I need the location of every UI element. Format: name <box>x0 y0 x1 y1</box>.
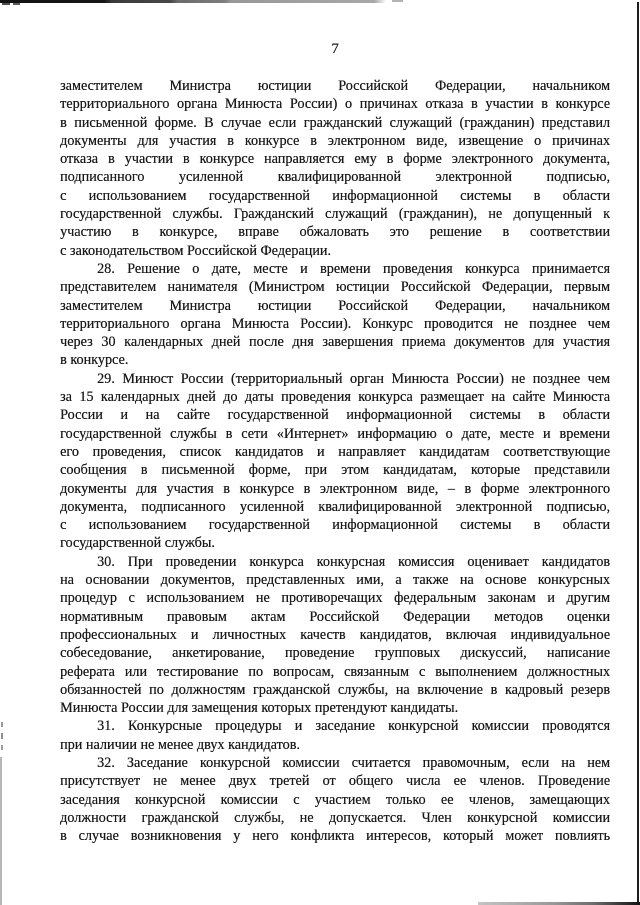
text-line: 31. Конкурсные процедуры и заседание конкурсной комиссии проводятся <box>97 718 610 735</box>
text-line: 28. Решение о дате, месте и времени проведения конкурса принимается <box>97 260 610 277</box>
text-line: документа, подписанного усиленной квалифицированной электронной подписью, <box>60 498 610 515</box>
text-line: реферата или тестирование по вопросам, связанным с выполнением должностных <box>60 663 610 680</box>
text-line: 30. При проведении конкурса конкурсная комиссия оценивает кандидатов <box>97 553 610 570</box>
text-line: в конкурсе. <box>60 352 129 369</box>
text-line: обязанностей по должностям гражданской службы, на включение в кадровый резерв <box>60 681 610 698</box>
scan-artifact-left-dash <box>1 722 3 727</box>
text-line: с законодательством Российской Федерации. <box>60 242 331 259</box>
text-line: на основании документов, представленных ими, а также на основе конкурсных <box>60 572 610 589</box>
page-number: 7 <box>331 41 339 57</box>
text-line: представителем нанимателя (Министром юстиции Российской Федерации, первым <box>60 279 610 296</box>
scan-artifact-right-edge <box>637 2 639 905</box>
text-line: подписанного усиленной квалифицированной электронной подписью, <box>60 169 610 186</box>
text-line: с использованием государственной информационной системы в области <box>60 517 610 534</box>
scan-artifact-top-dash <box>2 3 10 5</box>
scan-artifact-top-edge <box>0 0 386 3</box>
text-line: с использованием государственной информационной системы в области <box>60 187 610 204</box>
scan-artifact-left-dash <box>1 733 3 739</box>
text-line: документы для участия в конкурсе в электронном виде, извещение о причинах <box>60 132 610 149</box>
scan-artifact-left-edge <box>0 757 2 905</box>
scan-artifact-top-dash <box>392 0 403 2</box>
text-line: отказа в участии в конкурсе направляется ему в форме электронного документа, <box>60 151 610 168</box>
text-line: 32. Заседание конкурсной комиссии считается правомочным, если на нем <box>97 754 610 771</box>
paragraph <box>60 717 610 754</box>
text-line: 29. Минюст России (территориальный орган Минюста России) не позднее чем <box>97 370 610 387</box>
document-page <box>60 40 610 845</box>
text-line: государственной службы в сети «Интернет» информацию о дате, месте и времени <box>60 425 610 442</box>
scan-artifact-left-dash <box>1 745 3 750</box>
text-line: процедур с использованием не противоречащих федеральным законам и другим <box>60 590 610 607</box>
paragraph <box>60 370 610 553</box>
text-line: присутствует не менее двух третей от общего числа ее членов. Проведение <box>60 773 610 790</box>
scan-artifact-top-dash <box>13 3 20 5</box>
text-line: в письменной форме. В случае если гражданский служащий (гражданин) представил <box>60 114 610 131</box>
text-line: должности гражданской службы, не допускается. Член конкурсной комиссии <box>60 809 610 826</box>
text-line: при наличии не менее двух кандидатов. <box>60 736 300 753</box>
text-line: в случае возникновения у него конфликта интересов, который может повлиять <box>60 828 610 845</box>
text-line: государственной службы. Гражданский служащий (гражданин), не допущенный к <box>60 206 610 223</box>
text-line: нормативным правовым актам Российской Федерации методов оценки <box>60 608 610 625</box>
text-line: участию в конкурсе, вправе обжаловать это решение в соответствии <box>60 224 610 241</box>
text-line: через 30 календарных дней после дня завершения приема документов для участия <box>60 334 610 351</box>
text-line: России и на сайте государственной информационной системы в области <box>60 407 610 424</box>
text-line: заседания конкурсной комиссии с участием только ее членов, замещающих <box>60 791 610 808</box>
text-line: территориального органа Минюста России). Конкурс проводится не позднее чем <box>60 315 610 332</box>
text-line: документы для участия в конкурсе в электронном виде, – в форме электронного <box>60 480 610 497</box>
paragraph <box>60 553 610 718</box>
text-line: территориального органа Минюста России) о причинах отказа в участии в конкурсе <box>60 96 610 113</box>
page-text <box>60 77 610 845</box>
text-line: профессиональных и личностных качеств кандидатов, включая индивидуальное <box>60 626 610 643</box>
text-line: собеседование, анкетирование, проведение групповых дискуссий, написание <box>60 645 610 662</box>
text-line: его проведения, список кандидатов и направляет кандидатам соответствующие <box>60 443 610 460</box>
paragraph <box>60 754 610 845</box>
text-line: государственной службы. <box>60 535 215 552</box>
text-line: за 15 календарных дней до даты проведения конкурса размещает на сайте Минюста <box>60 389 610 406</box>
paragraph <box>60 260 610 370</box>
text-line: сообщения в письменной форме, при этом кандидатам, которые представили <box>60 462 610 479</box>
text-line: заместителем Министра юстиции Российской Федерации, начальником <box>60 78 610 94</box>
paragraph <box>60 77 610 260</box>
text-line: заместителем Министра юстиции Российской Федерации, начальником <box>60 297 610 314</box>
text-line: Минюста России для замещения которых претендуют кандидаты. <box>60 700 459 717</box>
